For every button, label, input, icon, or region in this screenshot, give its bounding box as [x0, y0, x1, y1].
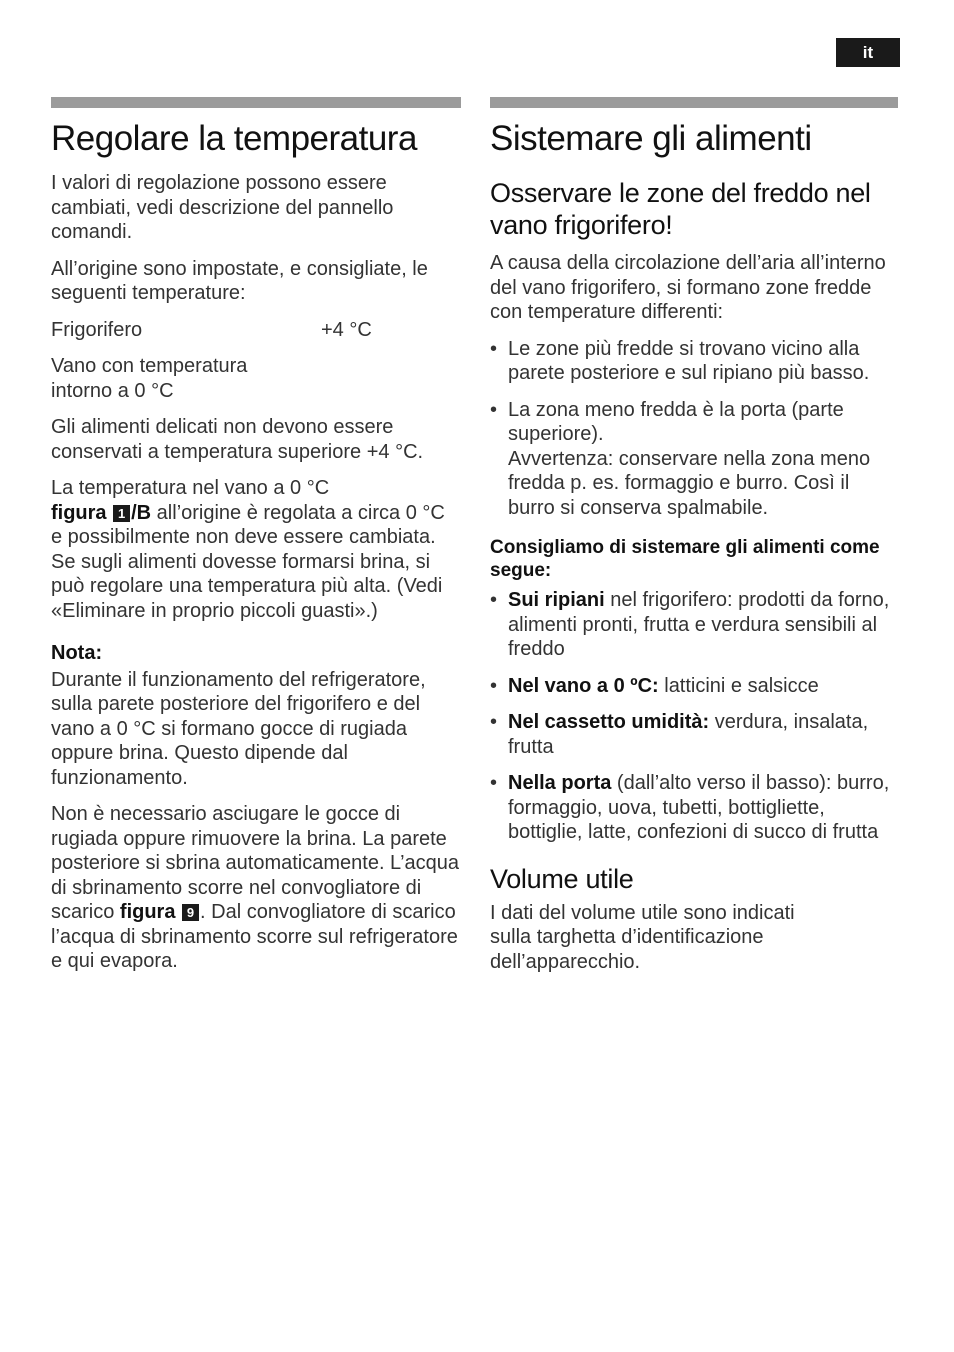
temperature-row-fridge — [51, 318, 461, 343]
section-rule — [490, 97, 898, 108]
figure-suffix: /B — [131, 501, 152, 524]
list-item-bold: Nel vano a 0 ºC: — [508, 674, 659, 697]
list-item-bold: Nella porta — [508, 772, 612, 794]
subsection-title-volume: Volume utile — [490, 863, 634, 894]
paragraph-text: La temperatura nel vano a 0 °C — [51, 477, 330, 499]
zero-zone-label: Vano con temperatura intorno a 0 °C — [51, 355, 248, 402]
list-item-text: (dall’alto verso il basso): burro, formaggio, uova, tubetti, bottigliette, bottiglie, latte, confezioni di succo di frutta — [508, 772, 890, 843]
list-item — [490, 771, 898, 845]
note-title: Nota: — [51, 642, 103, 664]
list-item: • Le zone più fredde si trovano vicino alla parete posteriore e sul ripiano più basso. — [490, 337, 898, 386]
section-title-food: Sistemare gli alimenti — [490, 119, 812, 158]
list-item-bold: Nel cassetto umidità: — [508, 711, 710, 733]
cold-zones-list — [490, 337, 898, 521]
subsection-title-cold-zones: Osservare le zone del freddo nel vano frigorifero! — [490, 178, 871, 240]
paragraph: All’origine sono impostate, e consigliate, le seguenti temperature: — [51, 257, 428, 304]
paragraph-figure-ref — [51, 476, 461, 623]
list-item-text: La zona meno fredda è la porta (parte superiore). — [508, 398, 844, 445]
figure-number-icon: 1 — [113, 505, 130, 522]
list-item-text: verdura, insalata, frutta — [508, 711, 869, 758]
list-item — [490, 710, 898, 759]
section-title-temperature: Regolare la temperatura — [51, 119, 417, 158]
storage-list — [490, 588, 898, 845]
paragraph: A causa della circolazione dell’aria all’interno del vano frigorifero, si formano zone fredde con temperature differenti: — [490, 252, 886, 323]
list-item — [490, 398, 898, 521]
warning-text: Avvertenza: conservare nella zona meno fredda p. es. formaggio e burro. Così il burro si conserva spalmabile. — [508, 447, 871, 519]
paragraph-defrost — [51, 802, 461, 974]
paragraph-text: all’origine è regolata a circa 0 °C e possibilmente non deve essere cambiata. Se sugli alimenti dovesse formarsi brina, si può regolare una temperatura più alta. (Vedi «Eliminare in proprio piccoli guasti».) — [51, 501, 445, 622]
paragraph-text: . Dal convogliatore di scarico l’acqua di sbrinamento scorre sul refrigeratore e qui evapora. — [51, 901, 458, 972]
right-column — [490, 97, 898, 986]
note-text: Durante il funzionamento del refrigeratore, sulla parete posteriore del frigorifero e del vano a 0 °C si formano gocce di rugiada oppure brina. Questo dipende dal funzionamento. — [51, 668, 426, 789]
figure-label: figura — [119, 901, 176, 923]
list-item-text: nel frigorifero: prodotti da forno, alimenti pronti, frutta e verdura sensibili al freddo — [508, 589, 890, 660]
list-item-text: latticini e salsicce — [658, 674, 819, 697]
paragraph-text: Non è necessario asciugare le gocce di rugiada oppure rimuovere la brina. La parete posteriore si sbrina automaticamente. L’acqua di sbrinamento scorre nel convogliatore di scarico — [51, 803, 460, 923]
language-tab: it — [836, 38, 900, 67]
fridge-value: +4 °C — [321, 318, 372, 341]
figure-label: figura — [51, 501, 107, 524]
list-item — [490, 588, 898, 662]
paragraph: I valori di regolazione possono essere cambiati, vedi descrizione del pannello comandi. — [51, 172, 394, 243]
paragraph: Gli alimenti delicati non devono essere conservati a temperatura superiore +4 °C. — [51, 416, 424, 463]
figure-number-icon: 9 — [182, 904, 199, 921]
recommend-title: Consigliamo di sistemare gli alimenti come segue: — [490, 537, 880, 581]
list-item-bold: Sui ripiani — [508, 589, 605, 611]
left-column — [51, 97, 461, 986]
list-item — [490, 674, 898, 699]
paragraph: I dati del volume utile sono indicati sulla targhetta d’identificazione dell’apparecchio. — [490, 901, 795, 973]
fridge-label: Frigorifero — [51, 318, 143, 341]
section-rule — [51, 97, 461, 108]
